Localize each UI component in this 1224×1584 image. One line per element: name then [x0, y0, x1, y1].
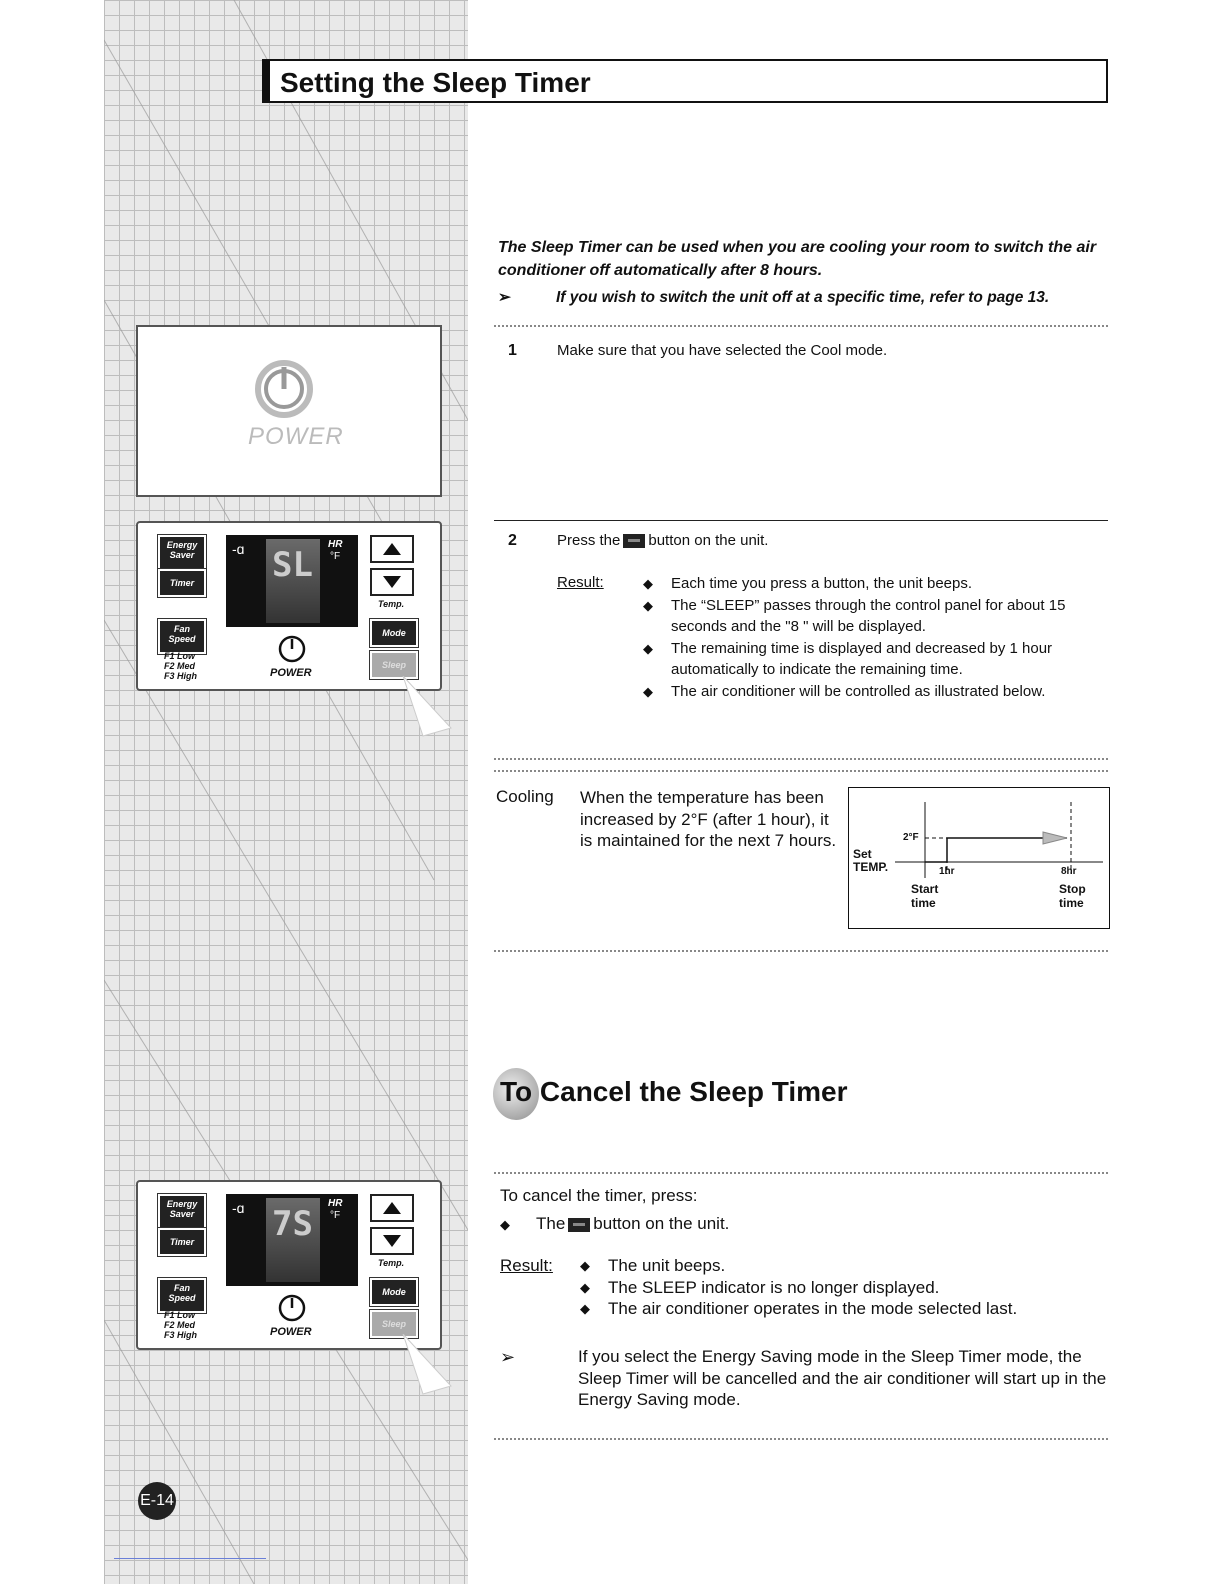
display-readout: 7S — [272, 1204, 313, 1244]
graph-delta-label: 2°F — [903, 832, 919, 843]
temp-up-button[interactable] — [370, 1194, 414, 1222]
title-bar — [264, 61, 270, 101]
temp-down-button[interactable] — [370, 568, 414, 596]
sleep-button-icon — [568, 1218, 590, 1232]
divider — [494, 758, 1108, 760]
list-item: ◆ The unit beeps. — [580, 1256, 726, 1275]
power-button-icon[interactable] — [276, 1292, 308, 1324]
fan-icon: -ɑ — [232, 541, 245, 557]
fan-f2-label: F2 Med — [164, 1320, 196, 1330]
divider — [494, 950, 1108, 952]
page-number: E-14 — [138, 1482, 176, 1520]
list-item: ◆ The remaining time is displayed and decreased by 1 hour automatically to indicate the remaining time. — [643, 639, 1053, 678]
fan-f2-label: F2 Med — [164, 661, 196, 671]
bullet-icon: ◆ — [643, 597, 653, 613]
page-reference-text: If you wish to switch the unit off at a specific time, refer to page 13. — [556, 289, 1050, 306]
power-icon — [138, 327, 440, 495]
fan-speed-button[interactable]: Fan Speed — [158, 619, 206, 654]
bullet-icon: ◆ — [500, 1217, 510, 1232]
control-panel-sleep — [136, 521, 442, 691]
fahrenheit-indicator: °F — [330, 551, 341, 562]
divider — [494, 520, 1108, 521]
step-1-number: 1 — [508, 342, 517, 359]
graph-stop-time-label: Stop time — [1059, 882, 1086, 910]
list-item: ◆ The air conditioner will be controlled as illustrated below. — [643, 681, 1103, 703]
sleep-temperature-graph — [848, 787, 1110, 929]
list-item: ◆ The “SLEEP” passes through the control panel for about 15 seconds and the "8 " will be displayed. — [643, 596, 1066, 635]
list-item: ◆ Each time you press a button, the unit beeps. — [643, 573, 1103, 595]
footer-line — [114, 1558, 266, 1559]
power-button-icon[interactable] — [276, 633, 308, 665]
energy-saver-button[interactable]: Energy Saver — [158, 535, 206, 572]
display-readout: SL — [272, 545, 313, 585]
result-label: Result: — [557, 574, 604, 591]
page-reference-note — [498, 288, 1108, 307]
fan-f1-label: F1 Low — [164, 651, 195, 661]
bullet-icon: ◆ — [580, 1279, 590, 1295]
control-panel-cancel — [136, 1180, 442, 1350]
bullet-icon: ◆ — [643, 683, 653, 699]
step-2-text-after: button on the unit. — [648, 532, 769, 549]
graph-1hr-label: 1hr — [939, 866, 955, 877]
pointer-arrow — [395, 1334, 455, 1396]
bullet-icon: ◆ — [580, 1301, 590, 1316]
energy-saver-button[interactable]: Energy Saver — [158, 1194, 206, 1231]
bullet-icon: ◆ — [643, 640, 653, 656]
bullet-icon: ◆ — [580, 1258, 590, 1273]
temp-down-button[interactable] — [370, 1227, 414, 1255]
fan-speed-button[interactable]: Fan Speed — [158, 1278, 206, 1313]
graph-start-time-label: Start time — [911, 882, 939, 910]
sleep-button[interactable]: Sleep — [370, 1310, 418, 1338]
step-2-results — [643, 573, 1103, 702]
fan-f3-label: F3 High — [164, 671, 197, 681]
timer-button[interactable]: Timer — [158, 1228, 206, 1256]
mode-button[interactable]: Mode — [370, 1278, 418, 1306]
cancel-intro: To cancel the timer, press: — [500, 1186, 698, 1205]
list-item: ◆ The air conditioner operates in the mode selected last. — [580, 1299, 1018, 1318]
fan-f3-label: F3 High — [164, 1330, 197, 1340]
power-button-label: POWER — [270, 667, 312, 679]
cancel-result-label: Result: — [500, 1256, 553, 1275]
note-arrow-icon: ➢ — [498, 289, 511, 306]
note-arrow-icon: ➢ — [500, 1347, 516, 1367]
graph-8hr-label: 8hr — [1061, 866, 1077, 877]
cooling-description: When the temperature has been increased by 2°F (after 1 hour), it is maintained for the next 7 hours. — [580, 788, 837, 850]
divider — [494, 325, 1108, 327]
sleep-button-icon — [623, 534, 645, 548]
divider — [494, 1172, 1108, 1174]
step-2-number: 2 — [508, 532, 517, 549]
temp-up-button[interactable] — [370, 535, 414, 563]
cancel-step: ◆ The button on the unit. — [500, 1214, 730, 1233]
list-item: ◆ The SLEEP indicator is no longer displayed. — [580, 1277, 940, 1297]
fan-f1-label: F1 Low — [164, 1310, 195, 1320]
step-2-text — [557, 532, 768, 549]
display-screen — [226, 1194, 358, 1286]
power-button-label: POWER — [270, 1326, 312, 1338]
cancel-heading: To Cancel the Sleep Timer — [500, 1076, 848, 1107]
divider — [494, 770, 1108, 772]
hr-indicator: HR — [328, 1198, 343, 1209]
sleep-button[interactable]: Sleep — [370, 651, 418, 679]
power-label: POWER — [248, 423, 344, 450]
temp-label: Temp. — [378, 599, 405, 609]
pointer-arrow — [395, 676, 455, 738]
hr-indicator: HR — [328, 539, 343, 550]
timer-button[interactable]: Timer — [158, 569, 206, 597]
temp-label: Temp. — [378, 1258, 405, 1268]
energy-saving-note: If you select the Energy Saving mode in the Sleep Timer mode, the Sleep Timer will be cancelled and the air conditioner will start up in the Energy Saving mode. — [578, 1347, 1107, 1409]
intro-text: The Sleep Timer can be used when you are cooling your room to switch the air conditioner off automatically after 8 hours. — [498, 239, 1097, 279]
bullet-icon: ◆ — [643, 576, 653, 591]
step-1-text: Make sure that you have selected the Cool mode. — [557, 342, 888, 359]
step-2-text-before: Press the — [557, 532, 621, 549]
page-title: Setting the Sleep Timer — [280, 67, 591, 98]
page-title-box — [262, 59, 1108, 103]
divider — [494, 1438, 1108, 1440]
cancel-results — [580, 1255, 1100, 1320]
power-illustration — [136, 325, 442, 497]
mode-button[interactable]: Mode — [370, 619, 418, 647]
cooling-label: Cooling — [496, 787, 554, 806]
fahrenheit-indicator: °F — [330, 1210, 341, 1221]
fan-icon: -ɑ — [232, 1200, 245, 1216]
graph-set-temp-label: Set TEMP. — [853, 847, 889, 874]
display-screen — [226, 535, 358, 627]
